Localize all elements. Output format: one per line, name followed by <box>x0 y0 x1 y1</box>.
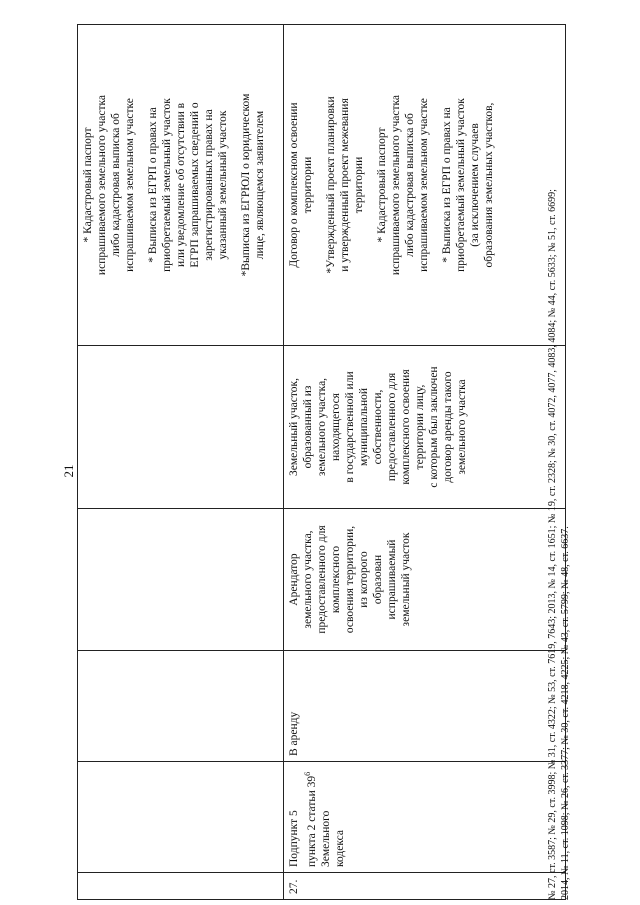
document-item: *Утвержденный проект планировки и утвержденный проект межевания территории <box>325 96 365 274</box>
rotated-table-container <box>77 25 565 900</box>
footnote-line: 2014, № 11, ст. 1098; № 26, ст. 3377; № 30, ст. 4218, 4225; № 43, ст. 5799; № 48, ст. 6637. <box>560 526 571 900</box>
land-rights-table <box>77 24 566 900</box>
document-item: * Кадастровый паспорт испрашиваемого земельного участка либо кадастровая выписка об испрашиваемом земельном участке <box>82 94 136 276</box>
land-plot-cell: Земельный участок, образованный из земельного участка, находящегося в государственной или муниципальной собственности, предоставленного для комплексного освоения территории лицу, с которым был заключен договор аренды такого земельного участка <box>284 346 566 509</box>
documents-cell <box>284 25 566 346</box>
document-item: * Кадастровый паспорт испрашиваемого земельного участка либо кадастровая выписка об испрашиваемом земельном участке <box>376 94 430 276</box>
row-number-cell <box>78 873 284 900</box>
right-type-cell: В аренду <box>284 651 566 762</box>
document-item: * Выписка из ЕГРП о правах на приобретаемый земельный участок (за исключением случаев образования земельных участков, <box>441 98 495 272</box>
footnote <box>546 5 636 900</box>
legal-basis-cell: Подпункт 5 пункта 2 статьи $39^6$ Земельного кодекса <box>284 762 566 873</box>
document-item: Договор о комплексном освоении территории <box>288 102 314 268</box>
document-item: * Выписка из ЕГРП о правах на приобретаемый земельный участок или уведомление об отсутствии в ЕГРП запрашиваемых сведений о зарегистрированных правах на указанный земельный участок <box>147 98 229 272</box>
table-row <box>78 25 284 900</box>
footnote-line: № 27, ст. 3587; № 29, ст. 3998; № 31, ст. 4322; № 53, ст. 7619, 7643; 2013, № 14, ст. 1651; № 19, ст. 2328; № 30, ст. 4072, 4077, 4083, 4084; № 44, ст. 5633; № 51, ст. 6699; <box>547 189 558 900</box>
row-number-cell: 27. <box>284 873 566 900</box>
right-type-cell <box>78 651 284 762</box>
applicant-cell <box>78 509 284 651</box>
document-item: *Выписка из ЕГРЮЛ о юридическом лице, являющемся заявителем <box>240 93 266 277</box>
land-plot-cell <box>78 346 284 509</box>
page-number: 21 <box>61 464 76 478</box>
legal-basis-cell <box>78 762 284 873</box>
table-row <box>284 25 566 900</box>
applicant-cell: Арендатор земельного участка, предоставленного для комплексного освоения территории, из которого образован испрашиваемый земельный участок <box>284 509 566 651</box>
documents-cell <box>78 25 284 346</box>
